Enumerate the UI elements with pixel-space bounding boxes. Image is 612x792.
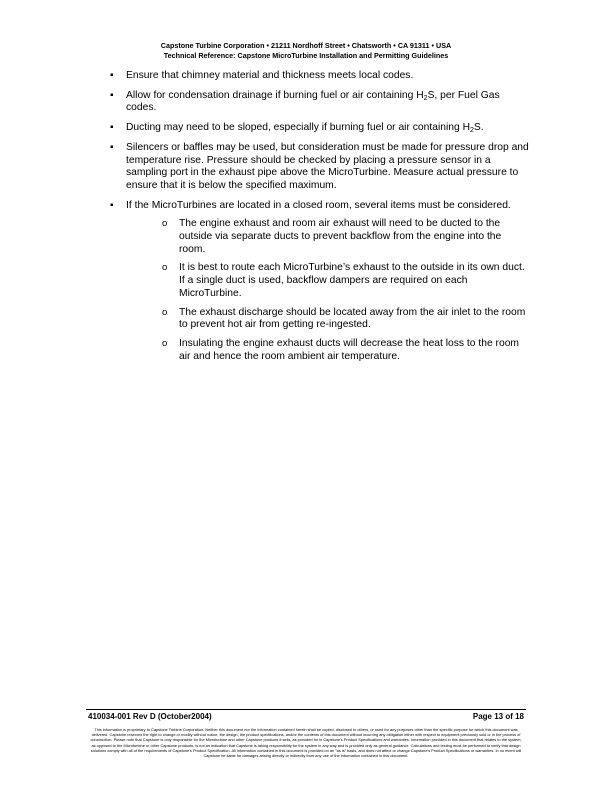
header-title: Technical Reference: Capstone MicroTurbine Installation and Permitting Guidelines — [163, 51, 449, 60]
page-number: Page 13 of 18 — [472, 712, 524, 721]
sub-bullet-item: o Insulating the engine exhaust ducts will decrease the heat loss to the room air and hence the room ambient air temperature. — [162, 338, 530, 363]
sub-bullet-item: o The exhaust discharge should be located away from the air inlet to the room to prevent hot air from getting re-ingested. — [162, 307, 530, 332]
bullet-list — [110, 70, 530, 363]
sub-bullet-item: o It is best to route each MicroTurbine’s exhaust to the outside in its own duct. If a single duct is used, backflow dampers are required on each MicroTurbine. — [162, 262, 530, 300]
document-body — [110, 70, 530, 370]
footer-divider — [86, 709, 526, 710]
page-header — [0, 41, 612, 61]
bullet-item: ▪ Ducting may need to be sloped, especially if burning fuel or air containing $H_2S$. — [110, 122, 530, 135]
footer-disclaimer: This information is proprietary to Capstone Turbine Corporation. Neither this document nor the information contained herein shall be copied, disclosed to others, or used for any purposes other than the specific purpose for which this document was delivered. Capstone reserves the right to change or modify without notice, the design, the product specifications, and/or the contents of this document without incurring any obligation either with respect to equipment previously sold or in the process of construction. Please note that Capstone is only responsible for the Microturbine and other Capstone products it sells, as provided for in Capstone's Product Specifications and warranties. Information provided in this document that relates to the system, as opposed to the Microturbine or other Capstone products, is not an indication that Capstone is taking responsibility for the system in any way and is provided only as general guidance. Calculations and testing must be performed to verify that design solutions comply with all of the requirements of Capstone's Product Specification. All information contained in this document is provided on an "as is" basis, and does not affect or change Capstone's Product Specifications or warranties. In no event will Capstone be liable for damages arising directly or indirectly from any use of the information contained in this document. — [90, 727, 522, 759]
sub-bullet-item: o The engine exhaust and room air exhaust will need to be ducted to the outside via separate ducts to prevent backflow from the engine into the room. — [162, 218, 530, 256]
bullet-item: ▪ Silencers or baffles may be used, but consideration must be made for pressure drop and temperature rise. Pressure should be checked by placing a pressure sensor in a sampling port in the exhaust pipe above the MicroTurbine. Measure actual pressure to ensure that it is below the specified maximum. — [110, 142, 530, 193]
header-address: Capstone Turbine Corporation • 21211 Nordhoff Street • Chatsworth • CA 91311 • USA — [160, 41, 452, 50]
bullet-item: ▪ Ensure that chimney material and thickness meets local codes. — [110, 70, 530, 83]
document-id: 410034-001 Rev D (October2004) — [88, 712, 212, 721]
sub-bullet-list — [126, 218, 530, 363]
page-footer — [88, 712, 524, 721]
bullet-item: ▪ If the MicroTurbines are located in a closed room, several items must be considered. o The engine exhaust and room air exhaust will need to be ducted to the outside via separate ducts to prevent backflow from the engine into the room. o It is best to route each MicroTurbine’s exhaust to the outside in its own duct. If a single duct is used, backflow dampers are required on each MicroTurbine. o The exhaust discharge should be located away from the air inlet to the room to prevent hot air from getting re-ingested. o Insulating the engine exhaust ducts will decrease the heat loss to the room air and hence the room ambient air temperature. — [110, 200, 530, 364]
bullet-item: ▪ Allow for condensation drainage if burning fuel or air containing $H_2S$, per Fuel Gas codes. — [110, 90, 530, 115]
